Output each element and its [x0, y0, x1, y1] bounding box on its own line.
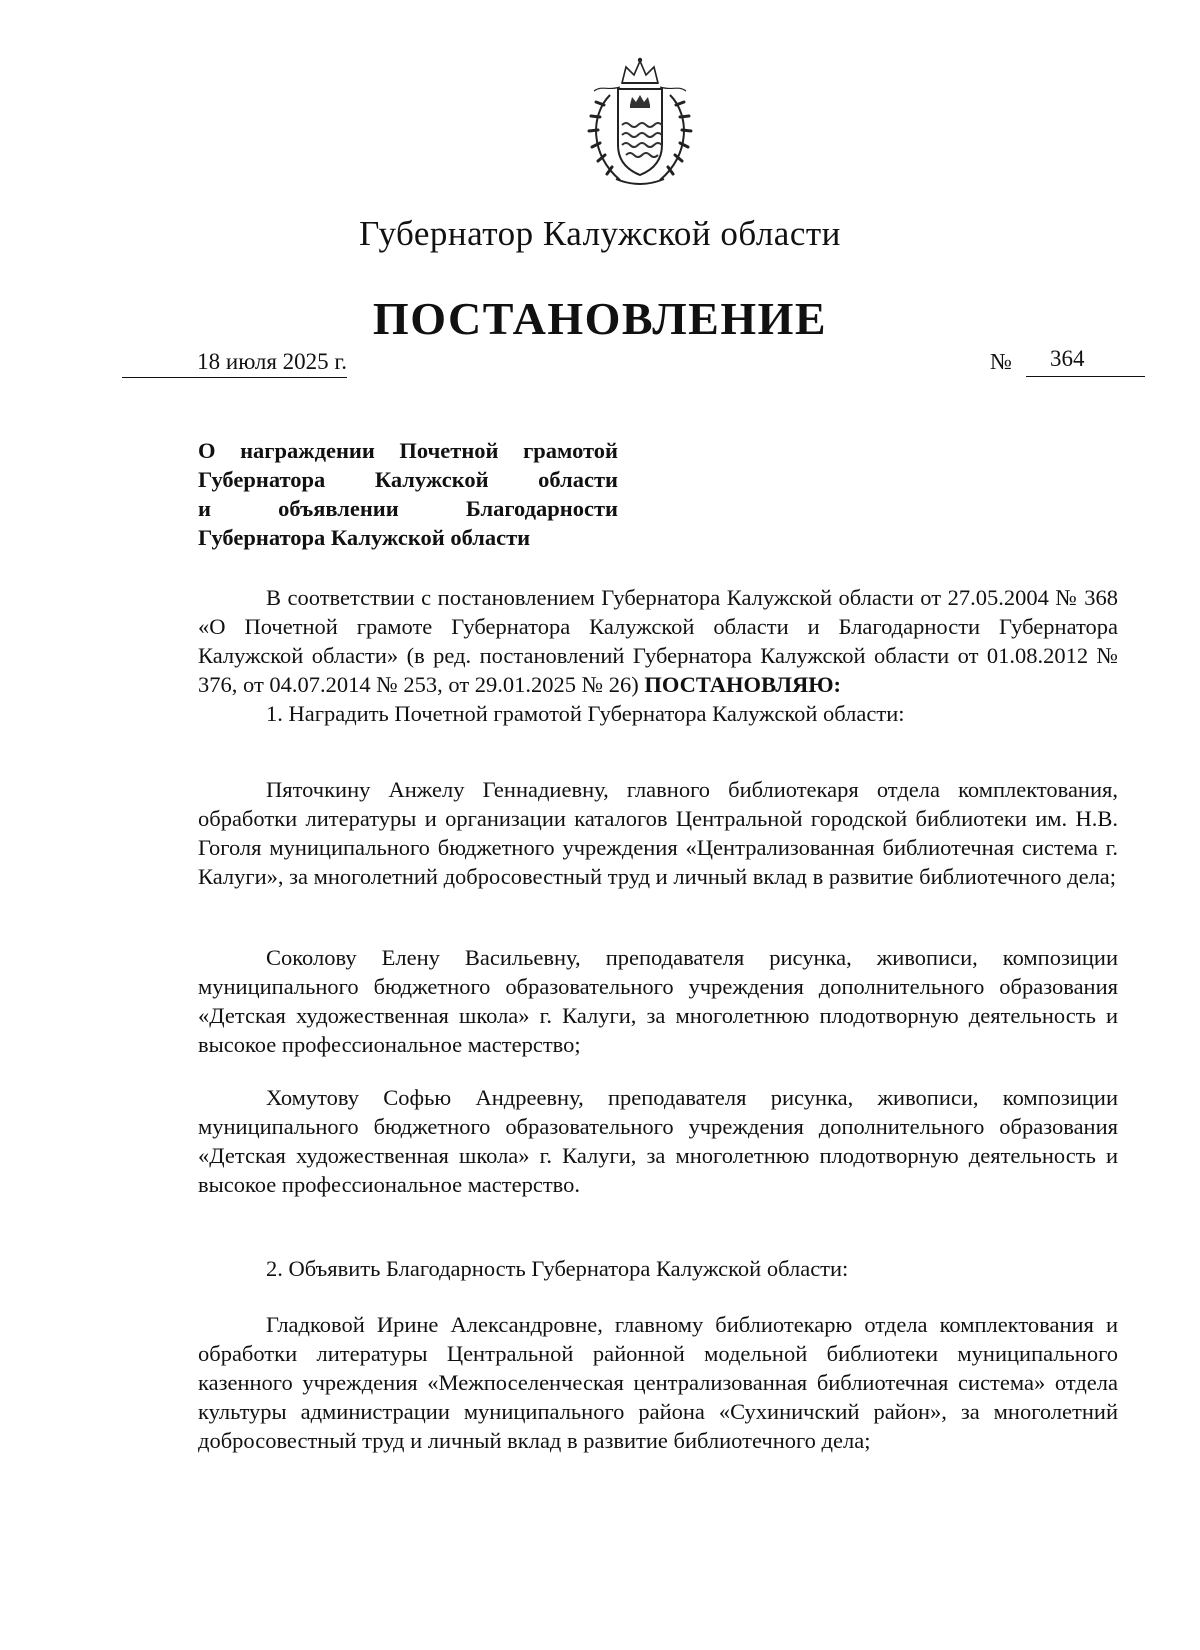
subject-line-1: О награждении Почетной грамотой — [198, 438, 618, 463]
preamble-text: В соответствии с постановлением Губернатора Калужской области от 27.05.2004 № 368 «О Почетной грамоте Губернатора Калужской области и Благодарности Губернатора Калужской области» (в ред. постановлений Губернатора Калужской области от 01.08.2012 № 376, от 04.07.2014 № 253, от 29.01.2025 № 26) — [198, 585, 1118, 697]
section-2-heading: 2. Объявить Благодарность Губернатора Калужской области: — [266, 1256, 849, 1281]
decree-word: ПОСТАНОВЛЯЮ: — [644, 672, 842, 697]
document-number-value: 364 — [1050, 346, 1085, 371]
award-item-1 — [198, 775, 1118, 891]
document-subject — [198, 436, 618, 552]
award-item-3 — [198, 1083, 1118, 1199]
document-date — [122, 345, 347, 378]
document-number — [990, 345, 1145, 377]
coat-of-arms-icon — [580, 55, 700, 190]
subject-line-4: Губернатора Калужской области — [198, 525, 531, 550]
document-type-title: ПОСТАНОВЛЕНИЕ — [372, 293, 828, 344]
document-date-value: 18 июля 2025 г. — [197, 349, 347, 374]
award-item-2 — [198, 943, 1118, 1059]
gratitude-item-1 — [198, 1310, 1118, 1455]
award-item-1-text: Пяточкину Анжелу Геннадиевну, главного библиотекаря отдела комплектования, обработки литературы и организации каталогов Центральной городской библиотеки им. Н.В. Гоголя муниципального бюджетного учреждения «Централизованная библиотечная система г. Калуги», за многолетний добросовестный труд и личный вклад в развитие библиотечного дела; — [198, 777, 1118, 889]
award-item-2-text: Соколову Елену Васильевну, преподавателя рисунка, живописи, композиции муниципального бюджетного образовательного учреждения дополнительного образования «Детская художественная школа» г. Калуги, за многолетнюю плодотворную деятельность и высокое профессиональное мастерство; — [198, 945, 1118, 1057]
issuing-authority: Губернатор Калужской области — [359, 214, 841, 253]
preamble-paragraph — [198, 583, 1118, 699]
number-underline — [1026, 344, 1145, 377]
number-sign: № — [990, 349, 1012, 374]
award-item-3-text: Хомутову Софью Андреевну, преподавателя рисунка, живописи, композиции муниципального бюджетного образовательного учреждения дополнительного образования «Детская художественная школа» г. Калуги, за многолетнюю плодотворную деятельность и высокое профессиональное мастерство. — [198, 1085, 1118, 1197]
section-1-heading: 1. Наградить Почетной грамотой Губернатора Калужской области: — [266, 701, 905, 726]
subject-line-3: и объявлении Благодарности — [198, 496, 618, 521]
gratitude-item-1-text: Гладковой Ирине Александровне, главному библиотекарю отдела комплектования и обработки литературы Центральной районной модельной библиотеки муниципального казенного учреждения «Межпоселенческая централизованная библиотечная система» отдела культуры администрации муниципального района «Сухиничский район», за многолетний добросовестный труд и личный вклад в развитие библиотечного дела; — [198, 1312, 1118, 1453]
section-2-block — [198, 1254, 1118, 1283]
subject-line-2: Губернатора Калужской области — [198, 467, 618, 492]
preamble-block — [198, 583, 1118, 728]
